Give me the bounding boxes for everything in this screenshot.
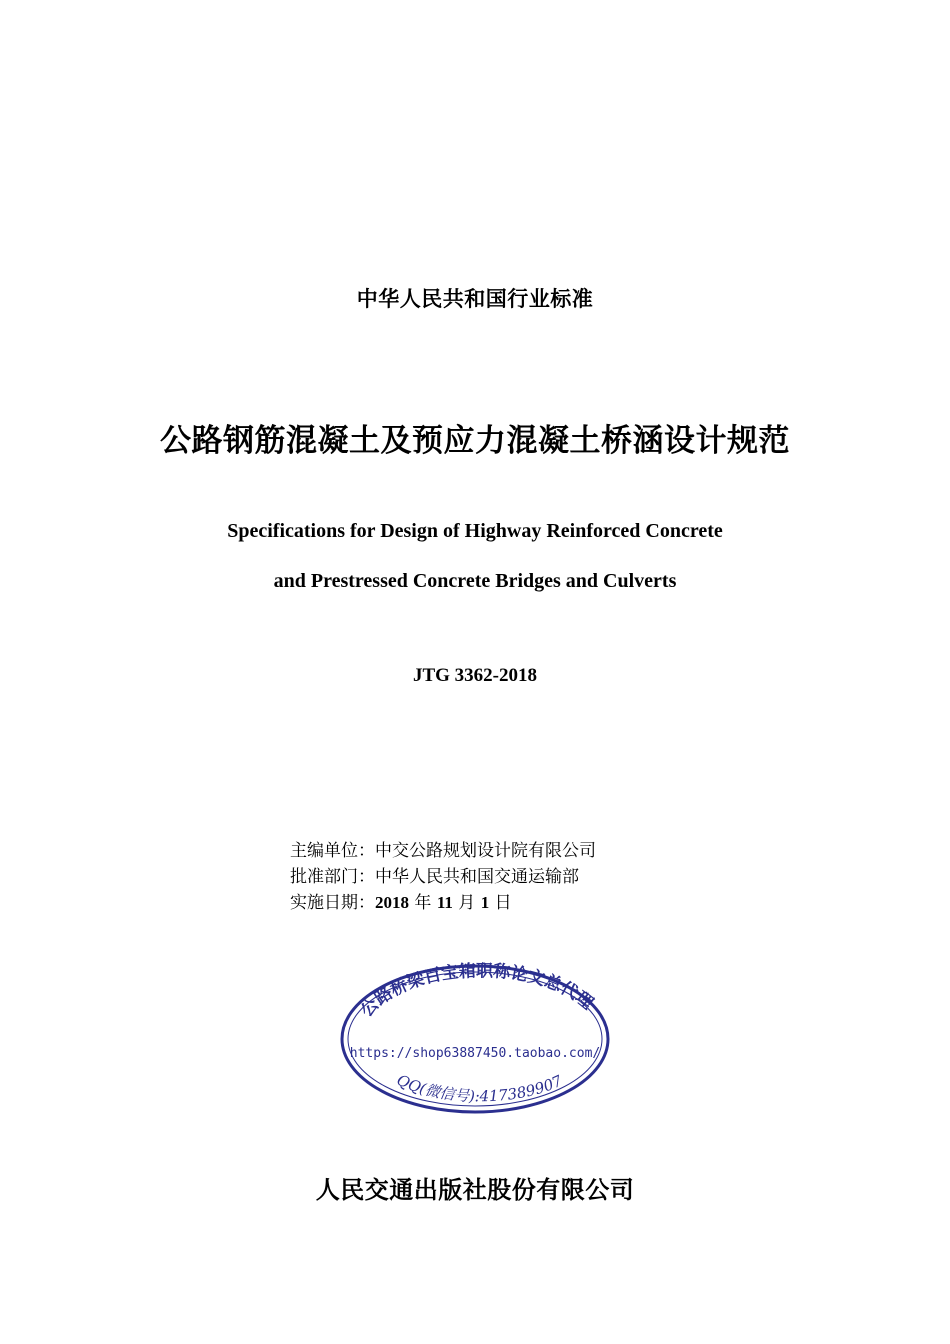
- publisher: 人民交通出版社股份有限公司: [315, 1176, 635, 1204]
- date-year-unit: 年: [409, 893, 437, 913]
- date-month: 11: [436, 893, 453, 912]
- editor-row: [290, 838, 596, 864]
- date-month-unit: 月: [452, 893, 481, 913]
- approval-label: 批准部门：: [290, 867, 375, 887]
- approval-value: 中华人民共和国交通运输部: [375, 867, 579, 887]
- stamp-url: https://shop63887450.taobao.com/: [349, 1046, 601, 1061]
- approval-row: [290, 864, 596, 890]
- date-year: 2018: [375, 893, 409, 912]
- date-row: [290, 890, 596, 916]
- editor-label: 主编单位：: [290, 841, 375, 861]
- seller-stamp: [338, 962, 612, 1116]
- title-english-line2: and Prestressed Concrete Bridges and Culverts: [273, 570, 677, 592]
- date-day-unit: 日: [489, 893, 512, 913]
- editor-value: 中交公路规划设计院有限公司: [375, 841, 596, 861]
- stamp-bottom-text: QQ(微信号):417389907: [393, 1070, 566, 1106]
- title-chinese: 公路钢筋混凝土及预应力混凝土桥涵设计规范: [160, 423, 790, 459]
- info-block: [290, 838, 596, 916]
- title-english-line1: Specifications for Design of Highway Reinforced Concrete: [227, 520, 723, 542]
- standard-type: 中华人民共和国行业标准: [356, 287, 594, 311]
- date-label: 实施日期：: [290, 893, 375, 913]
- stamp-top-text: 公路桥梁百宝箱职称论文总代理: [356, 962, 597, 1022]
- standard-code: JTG 3362-2018: [412, 665, 538, 686]
- date-day: 1: [480, 893, 490, 912]
